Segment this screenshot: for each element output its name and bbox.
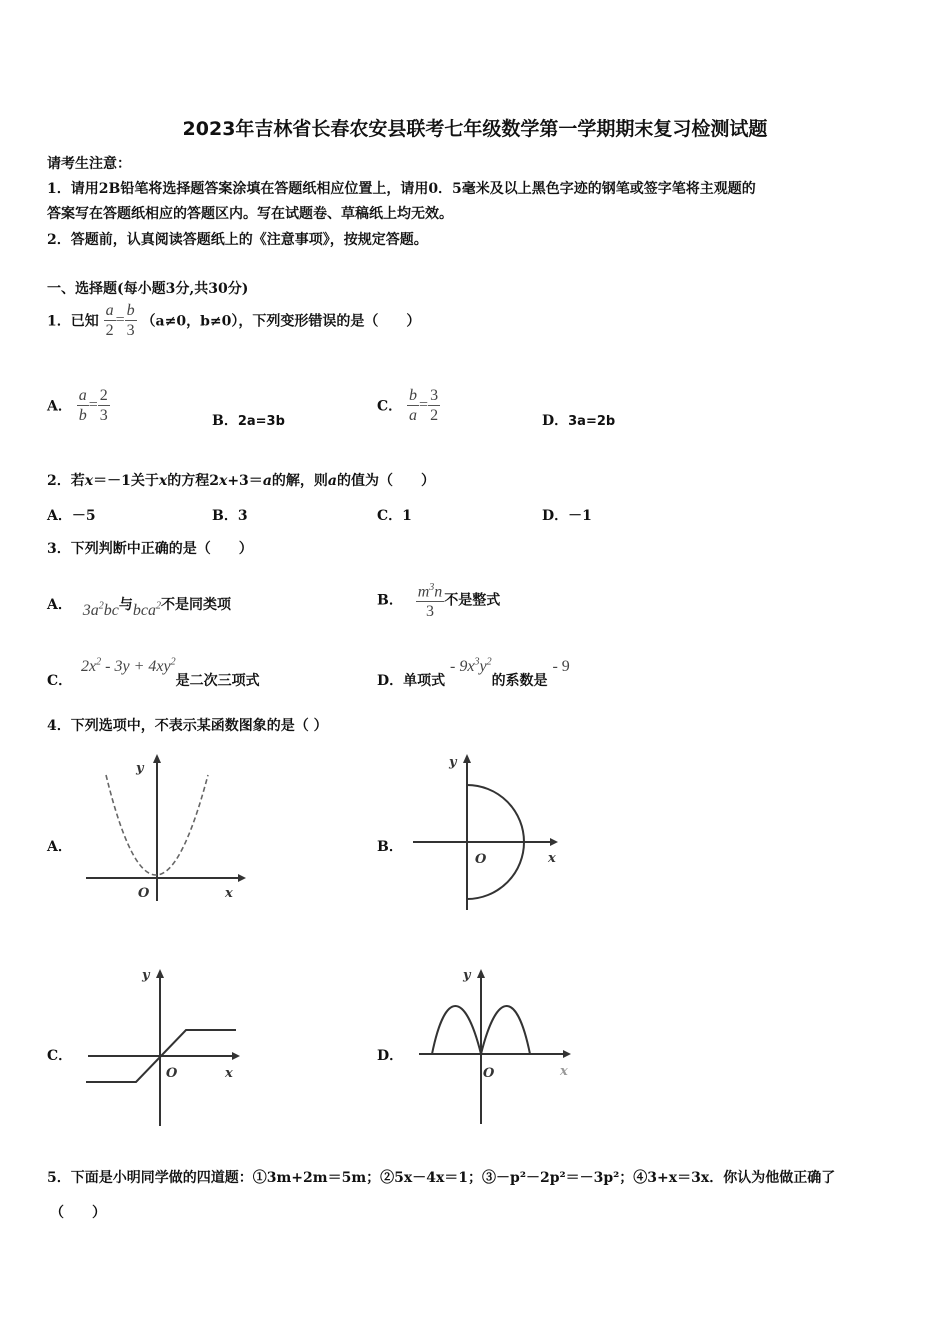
notice-line-1: 1．请用2B铅笔将选择题答案涂填在答题纸相应位置上，请用0．5毫米及以上黑色字迹的钢笔或签字笔将主观题的: [47, 181, 756, 197]
axis-y-label: y: [463, 968, 471, 983]
q4-graph-a: [80, 745, 250, 910]
question-4: 4．下列选项中，不表示某函数图象的是（ ）: [47, 718, 328, 734]
q4-option-a-label: A．: [47, 839, 72, 855]
origin-label: O: [483, 1066, 495, 1081]
q1-option-a: A． $\frac{a}{b}$ = $\frac{2}{3}$: [47, 387, 108, 424]
axis-y-label: y: [142, 968, 150, 983]
axis-x-label: x: [560, 1064, 568, 1079]
question-5: 5．下面是小明同学做的四道题：①3m+2m＝5m；②5x－4x＝1；③－p²－2p²＝－3p²；④3+x＝3x．你认为他做正确了: [47, 1170, 836, 1186]
notice-line-2: 2．答题前，认真阅读答题纸上的《注意事项》，按规定答题。: [47, 232, 428, 248]
q4-option-d-label: D．: [377, 1048, 404, 1064]
notice-heading: 请考生注意：: [47, 156, 131, 172]
axis-y-label: y: [136, 761, 144, 776]
notice-line-1b: 答案写在答题纸相应的答题区内。写在试题卷、草稿纸上均无效。: [47, 206, 453, 222]
q1-option-c: C． $\frac{b}{a}$ = $\frac{3}{2}$: [377, 387, 439, 424]
origin-label: O: [166, 1066, 178, 1081]
axis-x-label: x: [225, 886, 233, 901]
page-title: 2023年吉林省长春农安县联考七年级数学第一学期期末复习检测试题: [182, 118, 768, 140]
axis-y-label: y: [449, 755, 457, 770]
q4-option-b-label: B．: [377, 839, 403, 855]
origin-label: O: [138, 886, 150, 901]
q4-graph-b: [405, 745, 575, 915]
q3-option-c: C． $2x^2 - 3y + 4xy^2$是二次三项式: [47, 656, 260, 689]
question-1: 1．已知 $\frac{a}{2}$ = $\frac{b}{3}$ （a≠0，b≠0），下列变形错误的是（ ）: [47, 302, 421, 339]
q1-fraction-a-over-2: $\frac{a}{2}$: [105, 302, 114, 339]
q2-option-c: C．1: [377, 508, 412, 524]
q1-fraction-b-over-3: $\frac{b}{3}$: [126, 302, 135, 339]
q1-option-d: D．3a=2b: [542, 413, 616, 429]
q4-graph-d: [415, 960, 585, 1130]
q4-option-c-label: C．: [47, 1048, 73, 1064]
q1-prefix: 1．已知: [47, 313, 99, 330]
q5-paren: （ ）: [50, 1205, 106, 1221]
q1-option-b: B．2a=3b: [212, 413, 285, 429]
q3-option-a: A． $3a^2bc$与bca$^2$不是同类项: [47, 597, 231, 619]
q3-option-d: D．单项式 - $9x^3y^2$的系数是 - 9: [377, 656, 570, 689]
q1-condition: （a≠0，b≠0），下列变形错误的是（ ）: [141, 313, 421, 330]
axis-x-label: x: [225, 1066, 233, 1081]
question-3: 3．下列判断中正确的是（ ）: [47, 541, 253, 557]
q3-option-b: B． $\frac{m^3n}{3}$ 不是整式: [377, 582, 501, 621]
q2-option-a: A．－5: [47, 508, 96, 524]
origin-label: O: [475, 852, 487, 867]
q4-graph-c: [80, 960, 250, 1130]
q2-option-b: B．3: [212, 508, 248, 524]
axis-x-label: x: [548, 851, 556, 866]
section-heading: 一、选择题(每小题3分,共30分): [47, 281, 249, 297]
question-2: 2．若x＝－1关于x的方程2x+3＝a的解，则a的值为（ ）: [47, 473, 435, 489]
q2-option-d: D．－1: [542, 508, 592, 524]
